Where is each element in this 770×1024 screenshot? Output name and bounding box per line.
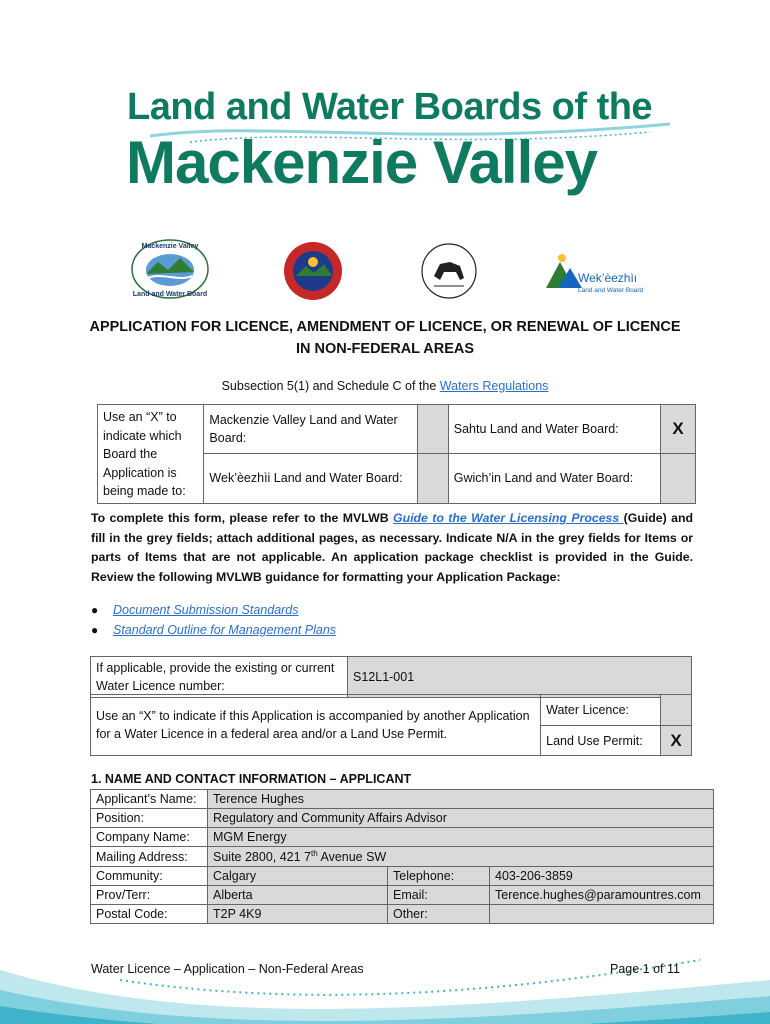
- guide-link[interactable]: Guide to the Water Licensing Process: [393, 511, 624, 525]
- position-field[interactable]: Regulatory and Community Affairs Advisor: [208, 809, 714, 828]
- postal-code-label: Postal Code:: [91, 905, 208, 924]
- postal-code-field[interactable]: T2P 4K9: [208, 905, 388, 924]
- applicant-name-label: Applicant’s Name:: [91, 790, 208, 809]
- header-line2: Mackenzie Valley: [126, 129, 597, 196]
- svg-text:Land and Water Board: Land and Water Board: [132, 291, 208, 298]
- gwichin-board-logo-icon: [420, 242, 478, 300]
- land-use-permit-mark[interactable]: X: [661, 726, 692, 756]
- sahtu-board-logo-icon: [280, 240, 346, 302]
- bullet-icon: ●: [91, 623, 99, 637]
- list-item: [91, 620, 336, 640]
- instructions-text-1: To complete this form, please refer to the MVLWB: [91, 511, 393, 525]
- mailing-address-field[interactable]: [208, 847, 714, 867]
- accompanied-label: Use an “X” to indicate if this Application is accompanied by another Application for a Water Licence in a federal area and/or a Land Use Permit.: [91, 695, 541, 756]
- existing-licence-label: If applicable, provide the existing or current Water Licence number:: [91, 657, 348, 698]
- form-title-line1: APPLICATION FOR LICENCE, AMENDMENT OF LICENCE, OR RENEWAL OF LICENCE: [89, 319, 681, 335]
- subsection-text: Subsection 5(1) and Schedule C of the: [221, 379, 440, 393]
- board-mark-sahtu[interactable]: X: [661, 405, 696, 454]
- board-label-mvlwb: Mackenzie Valley Land and Water Board:: [204, 405, 418, 454]
- management-plans-outline-link[interactable]: Standard Outline for Management Plans: [113, 623, 337, 637]
- svg-text:Land and Water Board: Land and Water Board: [578, 287, 644, 294]
- svg-text:Wek’èezhìı: Wek’èezhìı: [578, 271, 638, 285]
- position-label: Position:: [91, 809, 208, 828]
- footer-text: Water Licence – Application – Non-Federal Areas: [91, 962, 364, 976]
- board-mark-gwichin[interactable]: [661, 454, 696, 503]
- board-label-gwichin: Gwich’in Land and Water Board:: [448, 454, 660, 503]
- form-title: [60, 316, 710, 360]
- other-field[interactable]: [490, 905, 714, 924]
- board-mark-mvlwb[interactable]: [418, 405, 449, 454]
- community-label: Community:: [91, 867, 208, 886]
- telephone-label: Telephone:: [388, 867, 490, 886]
- company-name-field[interactable]: MGM Energy: [208, 828, 714, 847]
- existing-licence-field[interactable]: S12L1-001: [348, 657, 692, 698]
- mackenzie-valley-board-logo-icon: [130, 238, 210, 300]
- email-field[interactable]: Terence.hughes@paramountres.com: [490, 886, 714, 905]
- section-1-heading: 1. NAME AND CONTACT INFORMATION – APPLICANT: [91, 772, 412, 786]
- subsection-reference: [0, 379, 770, 393]
- applicant-name-field[interactable]: Terence Hughes: [208, 790, 714, 809]
- page-number: Page 1 of 11: [610, 962, 680, 976]
- board-label-wekeezhii: Wek’èezhìi Land and Water Board:: [204, 454, 418, 503]
- telephone-field[interactable]: 403-206-3859: [490, 867, 714, 886]
- board-mark-wekeezhii[interactable]: [418, 454, 449, 503]
- land-use-permit-label: Land Use Permit:: [541, 726, 661, 756]
- mailing-address-prefix: Suite 2800, 421 7: [213, 850, 311, 865]
- waters-regulations-link[interactable]: Waters Regulations: [439, 379, 549, 393]
- community-field[interactable]: Calgary: [208, 867, 388, 886]
- email-label: Email:: [388, 886, 490, 905]
- board-question: Use an “X” to indicate which Board the Application is being made to:: [98, 405, 204, 504]
- prov-terr-label: Prov/Terr:: [91, 886, 208, 905]
- board-label-sahtu: Sahtu Land and Water Board:: [448, 405, 660, 454]
- company-name-label: Company Name:: [91, 828, 208, 847]
- guidance-list: [91, 600, 336, 640]
- wekeezhii-board-logo-icon: [540, 248, 650, 296]
- instructions-paragraph: [91, 509, 693, 587]
- mailing-address-suffix: Avenue SW: [317, 850, 387, 865]
- water-licence-mark[interactable]: [661, 695, 692, 726]
- bullet-icon: ●: [91, 603, 99, 617]
- other-label: Other:: [388, 905, 490, 924]
- list-item: [91, 600, 336, 620]
- header-line1: Land and Water Boards of the: [127, 86, 653, 128]
- document-submission-standards-link[interactable]: Document Submission Standards: [113, 603, 299, 617]
- prov-terr-field[interactable]: Alberta: [208, 886, 388, 905]
- mailing-address-sup: th: [311, 849, 318, 858]
- board-selection-table: [97, 404, 696, 504]
- footer-wave-icon: [0, 940, 770, 1024]
- accompanied-application-table: [90, 694, 692, 756]
- svg-text:Mackenzie Valley: Mackenzie Valley: [141, 243, 199, 250]
- water-licence-label: Water Licence:: [541, 695, 661, 726]
- form-title-line2: IN NON-FEDERAL AREAS: [295, 341, 475, 357]
- mailing-address-label: Mailing Address:: [91, 847, 208, 867]
- existing-licence-table: [90, 656, 692, 698]
- instructions-text-2: (Guide) and fill in the grey fields; attach additional pages, as necessary. Indicate N/A in the grey fields for Items or parts of Items that are not applicable. An application package checklist is provided in the Guide. Review the following MVLWB guidance for formatting your Application Package:: [91, 511, 693, 584]
- applicant-contact-table: [90, 789, 714, 924]
